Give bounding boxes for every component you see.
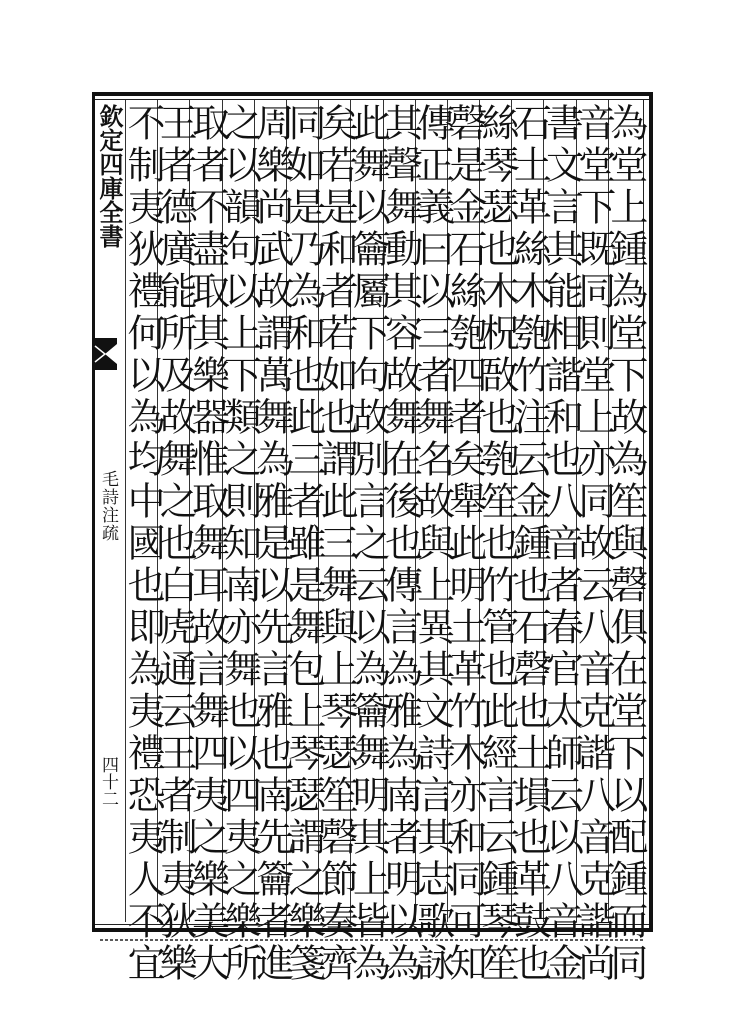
text-column: 石土革絲木匏竹注云金鍾也石磬也土塤也革鼓也 [507,103,552,985]
fishtail-mark-icon [93,338,117,370]
text-column: 書文言其能相諧和也八音者春官太師云以八音金 [539,103,584,985]
footer-rule [100,936,645,944]
text-column: 之以韻句以上下類之則知南亦舞也以四夷之樂所 [217,103,262,985]
text-column: 此舞以籥屬下句故別言之云以為籥舞明其上皆為 [346,103,391,985]
margin-page-number: 四十二 [98,756,118,807]
margin-collection-title: 欽定四庫全書 [95,104,124,248]
text-column: 矣若是和者若如也謂此三舞與上琴瑟笙磬節奏齊 [314,103,359,985]
text-column: 周樂尚武故謂萬舞為雅是以先言雅也南先籥者進 [249,103,294,985]
text-column: 不制夷狄禮何以為均中國也即為夷禮恐夷人不宜 [121,103,166,985]
text-column: 音堂下既同則堂上亦同故云八音克諧八音克諧尚 [571,103,616,985]
margin-book-title: 毛詩注疏 [98,470,118,542]
text-column: 同如是乃為和也此三者雖是舞包上琴瑟謂之樂箋 [282,103,327,985]
text-column: 絲琴瑟也木柷敔也匏笙也竹管也此經言云鍾琴笙 [475,103,520,985]
text-column: 其聲舞動其容故舞在後也傳言為雅為南者明以為 [378,103,423,985]
frame-top-border [95,92,650,96]
text-column: 王者德廣能所及故舞之也白虎通云王者制夷狄樂 [153,103,198,985]
text-column: 磬是金石絲匏四者矣舉此明土革竹木亦和同可知 [442,103,487,985]
text-column: 為堂上鍾為堂下故為笙與磬俱在堂下以配鍾而同 [603,103,648,985]
frame-top-inner-border [95,99,650,100]
text-column: 取者不盡取其樂器惟取舞耳故言舞四夷之樂美大 [185,103,230,985]
text-column: 傳正義曰以三者舞名故與上異其文詩言其志歌詠 [410,103,455,985]
